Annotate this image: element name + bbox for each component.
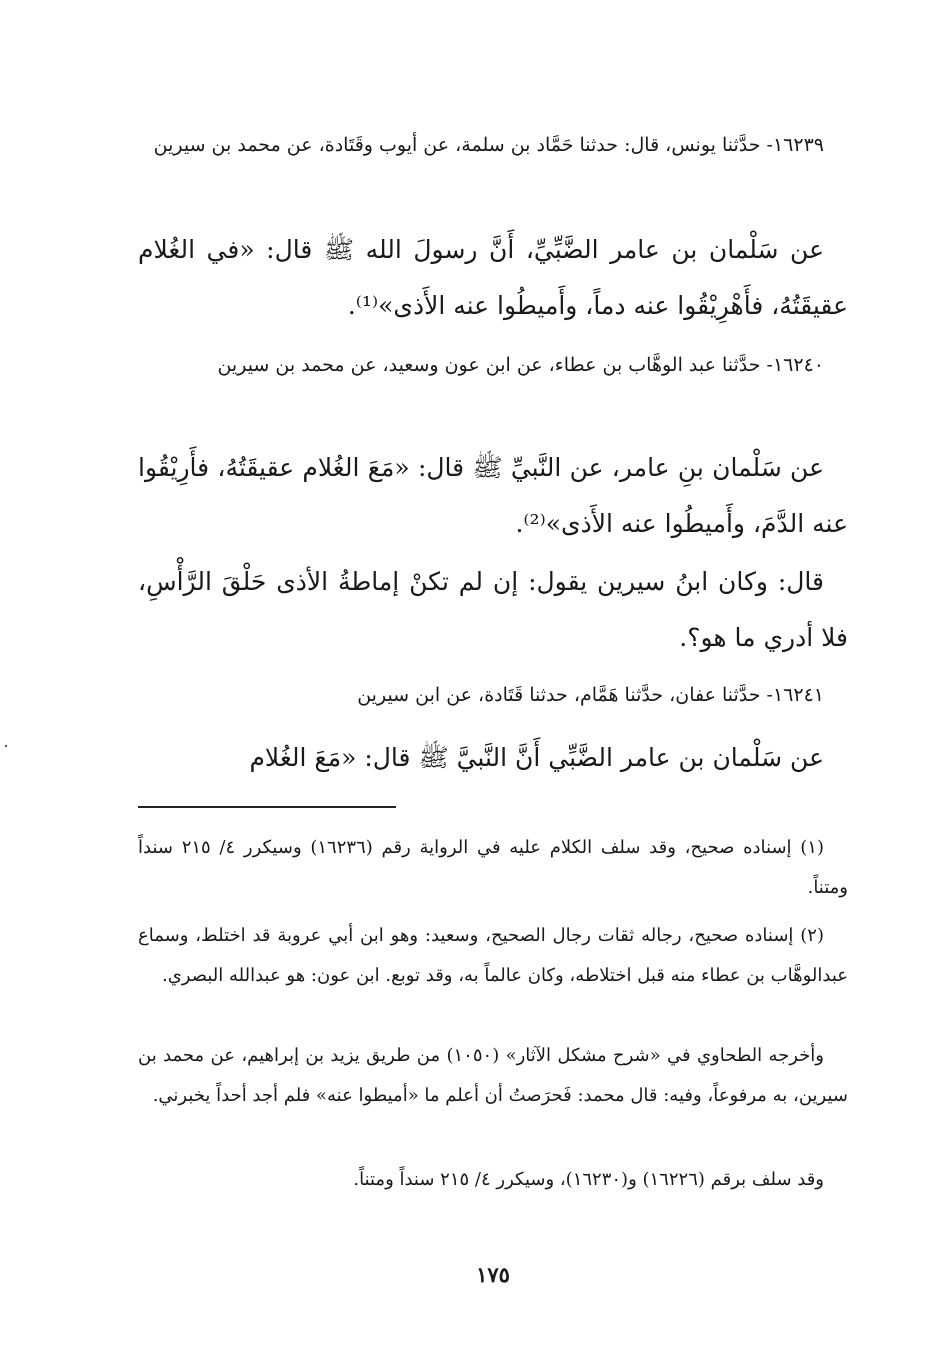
hadith-16239-isnad: ١٦٢٣٩- حدَّثنا يونس، قال: حدثنا حَمَّاد بن سلمة، عن أيوب وقَتَادة، عن محمد بن سيرين — [153, 134, 824, 156]
hadith-16241-matn: عن سَلْمان بن عامر الضَّبِّي أَنَّ النَّبيَّ ﷺ قال: «مَعَ الغُلام — [249, 743, 824, 772]
hadith-16240-matn: عن سَلْمان بنِ عامر، عن النَّبيِّ ﷺ قال: «مَعَ الغُلام عقيقَتُهُ، فأَرِيْقُوا عنه الدَّمَ، وأَميطُوا عنه الأَذى»⁽²⁾. — [138, 453, 848, 538]
hadith-16240-isnad: ١٦٢٤٠- حدَّثنا عبد الوهَّاب بن عطاء، عن ابن عون وسعيد، عن محمد بن سيرين — [217, 354, 824, 376]
footnote-2-paragraph-1: (٢) إسناده صحيح، رجاله ثقات رجال الصحيح، وسعيد: وهو ابن أبي عروبة قد اختلط، وسماع عبدالوهَّاب بن عطاء منه قبل اختلاطه، وكان عالماً به، وقد توبع. ابن عون: هو عبدالله البصري. — [138, 925, 848, 986]
page — [138, 0, 848, 1372]
footnote-2-paragraph-3: وقد سلف برقم (١٦٢٢٦) و(١٦٢٣٠)، وسيكرر ٤/ ٢١٥ سنداً ومتناً. — [353, 1169, 824, 1190]
footnote-1: (١) إسناده صحيح، وقد سلف الكلام عليه في الرواية رقم (١٦٢٣٦) وسيكرر ٤/ ٢١٥ سنداً ومتناً. — [138, 837, 848, 898]
hadith-16240-comment: قال: وكان ابنُ سيرين يقول: إن لم تكنْ إماطةُ الأذى حَلْقَ الرَّأْسِ، فلا أدري ما هو؟. — [138, 567, 848, 652]
hadith-16239-matn: عن سَلْمان بن عامر الضَّبِّيِّ، أَنَّ رسولَ الله ﷺ قال: «في الغُلام عقيقَتُهُ، فأَهْرِيْقُوا عنه دماً، وأَميطُوا عنه الأَذى»⁽¹⁾. — [138, 235, 848, 320]
footnote-2-paragraph-2: وأخرجه الطحاوي في «شرح مشكل الآثار» (١٠٥٠) من طريق يزيد بن إبراهيم، عن محمد بن سيرين، به مرفوعاً، وفيه: قال محمد: فَحرَصتُ أن أعلم ما «أميطوا عنه» فلم أجد أحداً يخبرني. — [138, 1045, 848, 1106]
page-number: ١٧٥ — [476, 1262, 510, 1287]
margin-mark — [5, 745, 7, 747]
hadith-16241-isnad: ١٦٢٤١- حدَّثنا عفان، حدَّثنا هَمَّام، حدثنا قَتَادة، عن ابن سيرين — [357, 684, 824, 706]
footnote-separator — [138, 806, 396, 808]
